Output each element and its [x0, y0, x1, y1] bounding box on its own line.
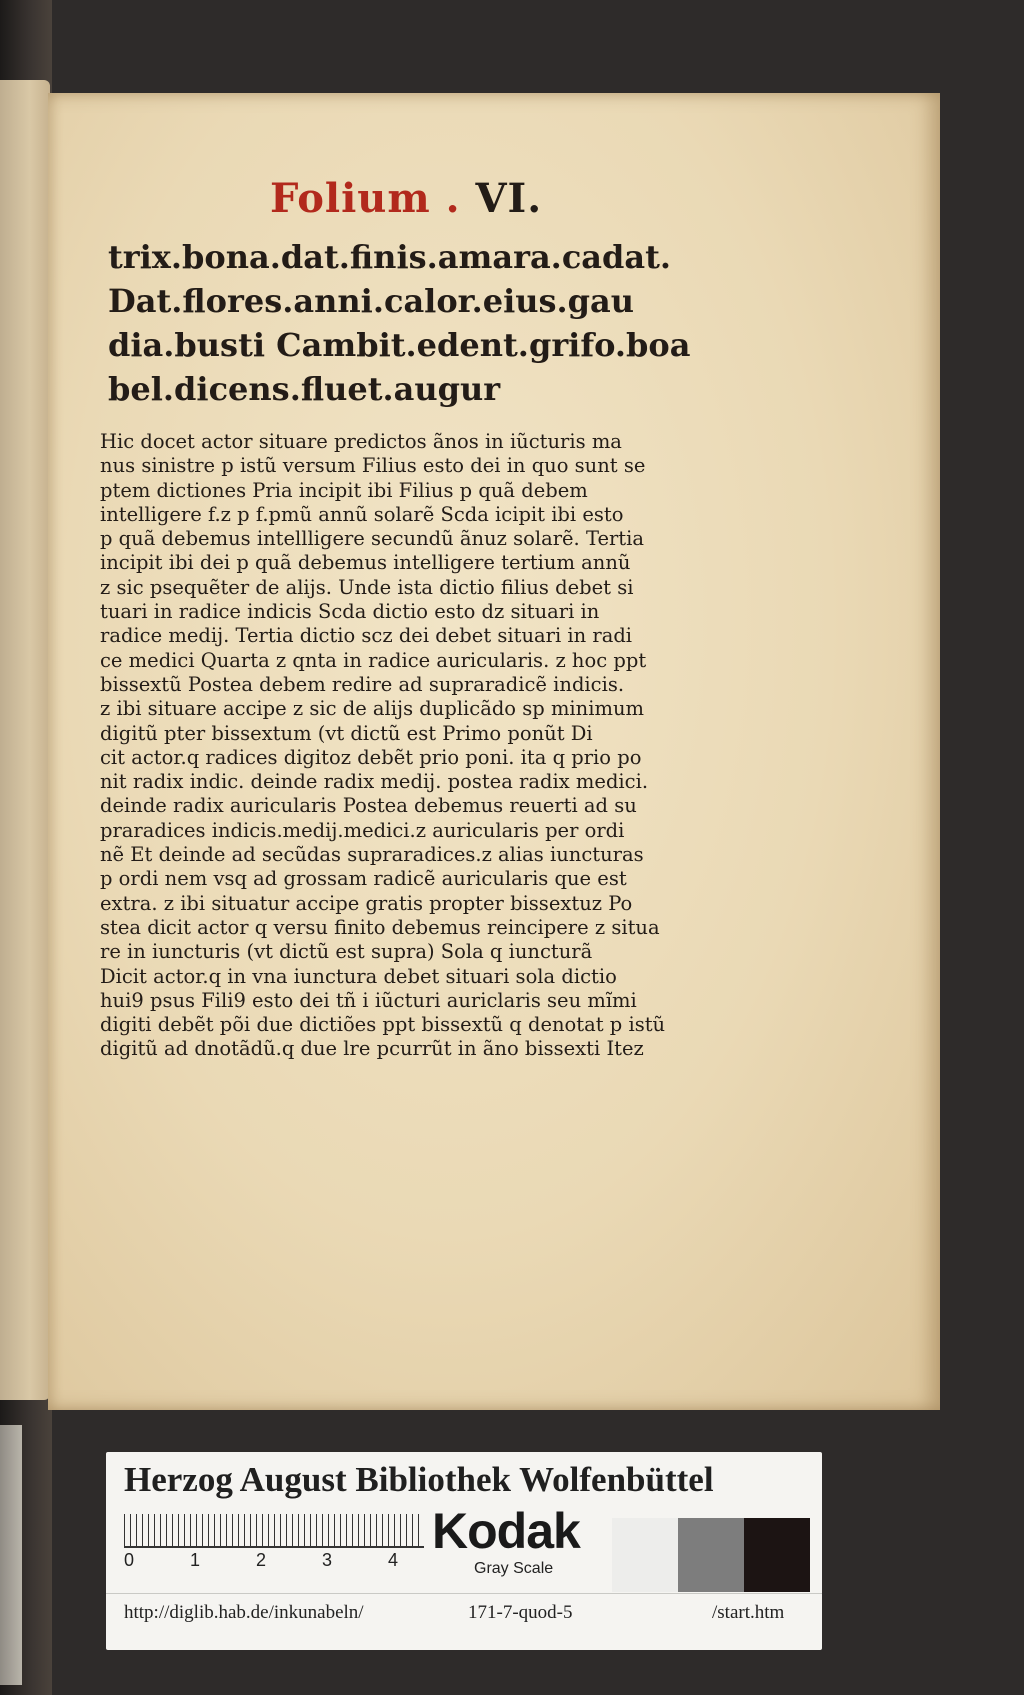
- folio-heading: [270, 175, 570, 222]
- ruler-numbers: [124, 1550, 424, 1572]
- ruler-number: 2: [256, 1550, 267, 1570]
- ruler-number: 1: [190, 1550, 201, 1570]
- verse-block: [108, 235, 691, 411]
- commentary-line: nus sinistre p istũ versum Filius esto dei in quo sunt se: [100, 454, 646, 478]
- folio-numeral: VI.: [475, 175, 543, 222]
- commentary-line: intelligere f.z p f.pmũ annũ solarẽ Scda icipit ibi esto: [100, 502, 624, 526]
- kodak-logo: Kodak: [432, 1503, 580, 1559]
- commentary-line: digitũ ad dnotãdũ.q due lre pcurrũt in ãno bissexti Itez: [100, 1037, 644, 1061]
- commentary-line: p quã debemus intellligere secundũ ãnuz solarẽ. Tertia: [100, 527, 645, 551]
- ruler-number: 4: [388, 1550, 399, 1570]
- commentary-line: re in iuncturis (vt dictũ est supra) Sola q iuncturã: [100, 940, 593, 964]
- url-suffix: /start.htm: [712, 1602, 785, 1623]
- commentary-line: Hic docet actor situare predictos ãnos in iũcturis ma: [100, 430, 622, 453]
- library-name: Herzog August Bibliothek Wolfenbüttel: [124, 1460, 714, 1499]
- commentary-line: ce medici Quarta z qnta in radice auricularis. z hoc ppt: [100, 648, 647, 672]
- color-calibration-card: [106, 1452, 822, 1650]
- gray-patch-light: [612, 1518, 678, 1592]
- commentary-block: [100, 430, 680, 1062]
- ruler-number: 3: [322, 1550, 333, 1570]
- commentary-line: p ordi nem vsq ad grossam radicẽ auricularis que est: [100, 867, 627, 891]
- commentary-line: deinde radix auricularis Postea debemus reuerti ad su: [100, 794, 637, 818]
- commentary-line: incipit ibi dei p quã debemus intelligere tertium annũ: [100, 551, 631, 575]
- commentary-line: extra. z ibi situatur accipe gratis propter bissextuz Po: [100, 891, 633, 915]
- gray-scale-label: Gray Scale: [474, 1560, 554, 1577]
- verse-line: Dat.flores.anni.calor.eius.gau: [108, 282, 635, 320]
- verse-line: bel.dicens.fluet.augur: [108, 370, 501, 408]
- commentary-line: hui9 psus Fili9 esto dei tñ i iũcturi auriclaris seu mĩmi: [100, 988, 637, 1012]
- commentary-line: radice medij. Tertia dictio scz dei debet situari in radi: [100, 624, 633, 648]
- card-divider: [106, 1593, 822, 1594]
- commentary-line: digitũ pter bissextum (vt dictũ est Primo ponũt Di: [100, 721, 593, 745]
- ruler-number: 0: [124, 1550, 135, 1570]
- commentary-line: praradices indicis.medij.medici.z auricularis per ordi: [100, 818, 625, 842]
- commentary-line: bissextũ Postea debem redire ad supraradicẽ indicis.: [100, 672, 625, 696]
- commentary-line: ptem dictiones Pria incipit ibi Filius p quã debem: [100, 478, 588, 502]
- binding-edge: [0, 1425, 22, 1685]
- commentary-line: z ibi situare accipe z sic de alijs duplicãdo sp minimum: [100, 697, 645, 721]
- commentary-line: cit actor.q radices digitoz debẽt prio poni. ita q prio po: [100, 745, 642, 769]
- commentary-line: Dicit actor.q in vna iunctura debet situari sola dictio: [100, 964, 617, 988]
- gray-patch-dark: [744, 1518, 810, 1592]
- commentary-line: tuari in radice indicis Scda dictio esto dz situari in: [100, 600, 600, 624]
- scale-ruler: [124, 1514, 424, 1548]
- commentary-line: digiti debẽt põi due dictiões ppt bissextũ q denotat p istũ: [100, 1013, 666, 1037]
- shelfmark: 171-7-quod-5: [468, 1602, 573, 1623]
- folio-prefix: Folium .: [270, 175, 461, 222]
- commentary-line: stea dicit actor q versu finito debemus reincipere z situa: [100, 915, 660, 939]
- previous-leaf-edge: [0, 80, 50, 1400]
- verse-line: trix.bona.dat.finis.amara.cadat.: [108, 238, 672, 276]
- commentary-line: z sic psequẽter de alijs. Unde ista dictio filius debet si: [100, 575, 634, 599]
- verse-line: dia.busti Cambit.edent.grifo.boa: [108, 326, 691, 364]
- gray-patch-mid: [678, 1518, 744, 1592]
- commentary-line: nẽ Et deinde ad secũdas supraradices.z alias iuncturas: [100, 843, 644, 867]
- commentary-line: nit radix indic. deinde radix medij. postea radix medici.: [100, 770, 649, 794]
- url-prefix: http://diglib.hab.de/inkunabeln/: [124, 1602, 364, 1623]
